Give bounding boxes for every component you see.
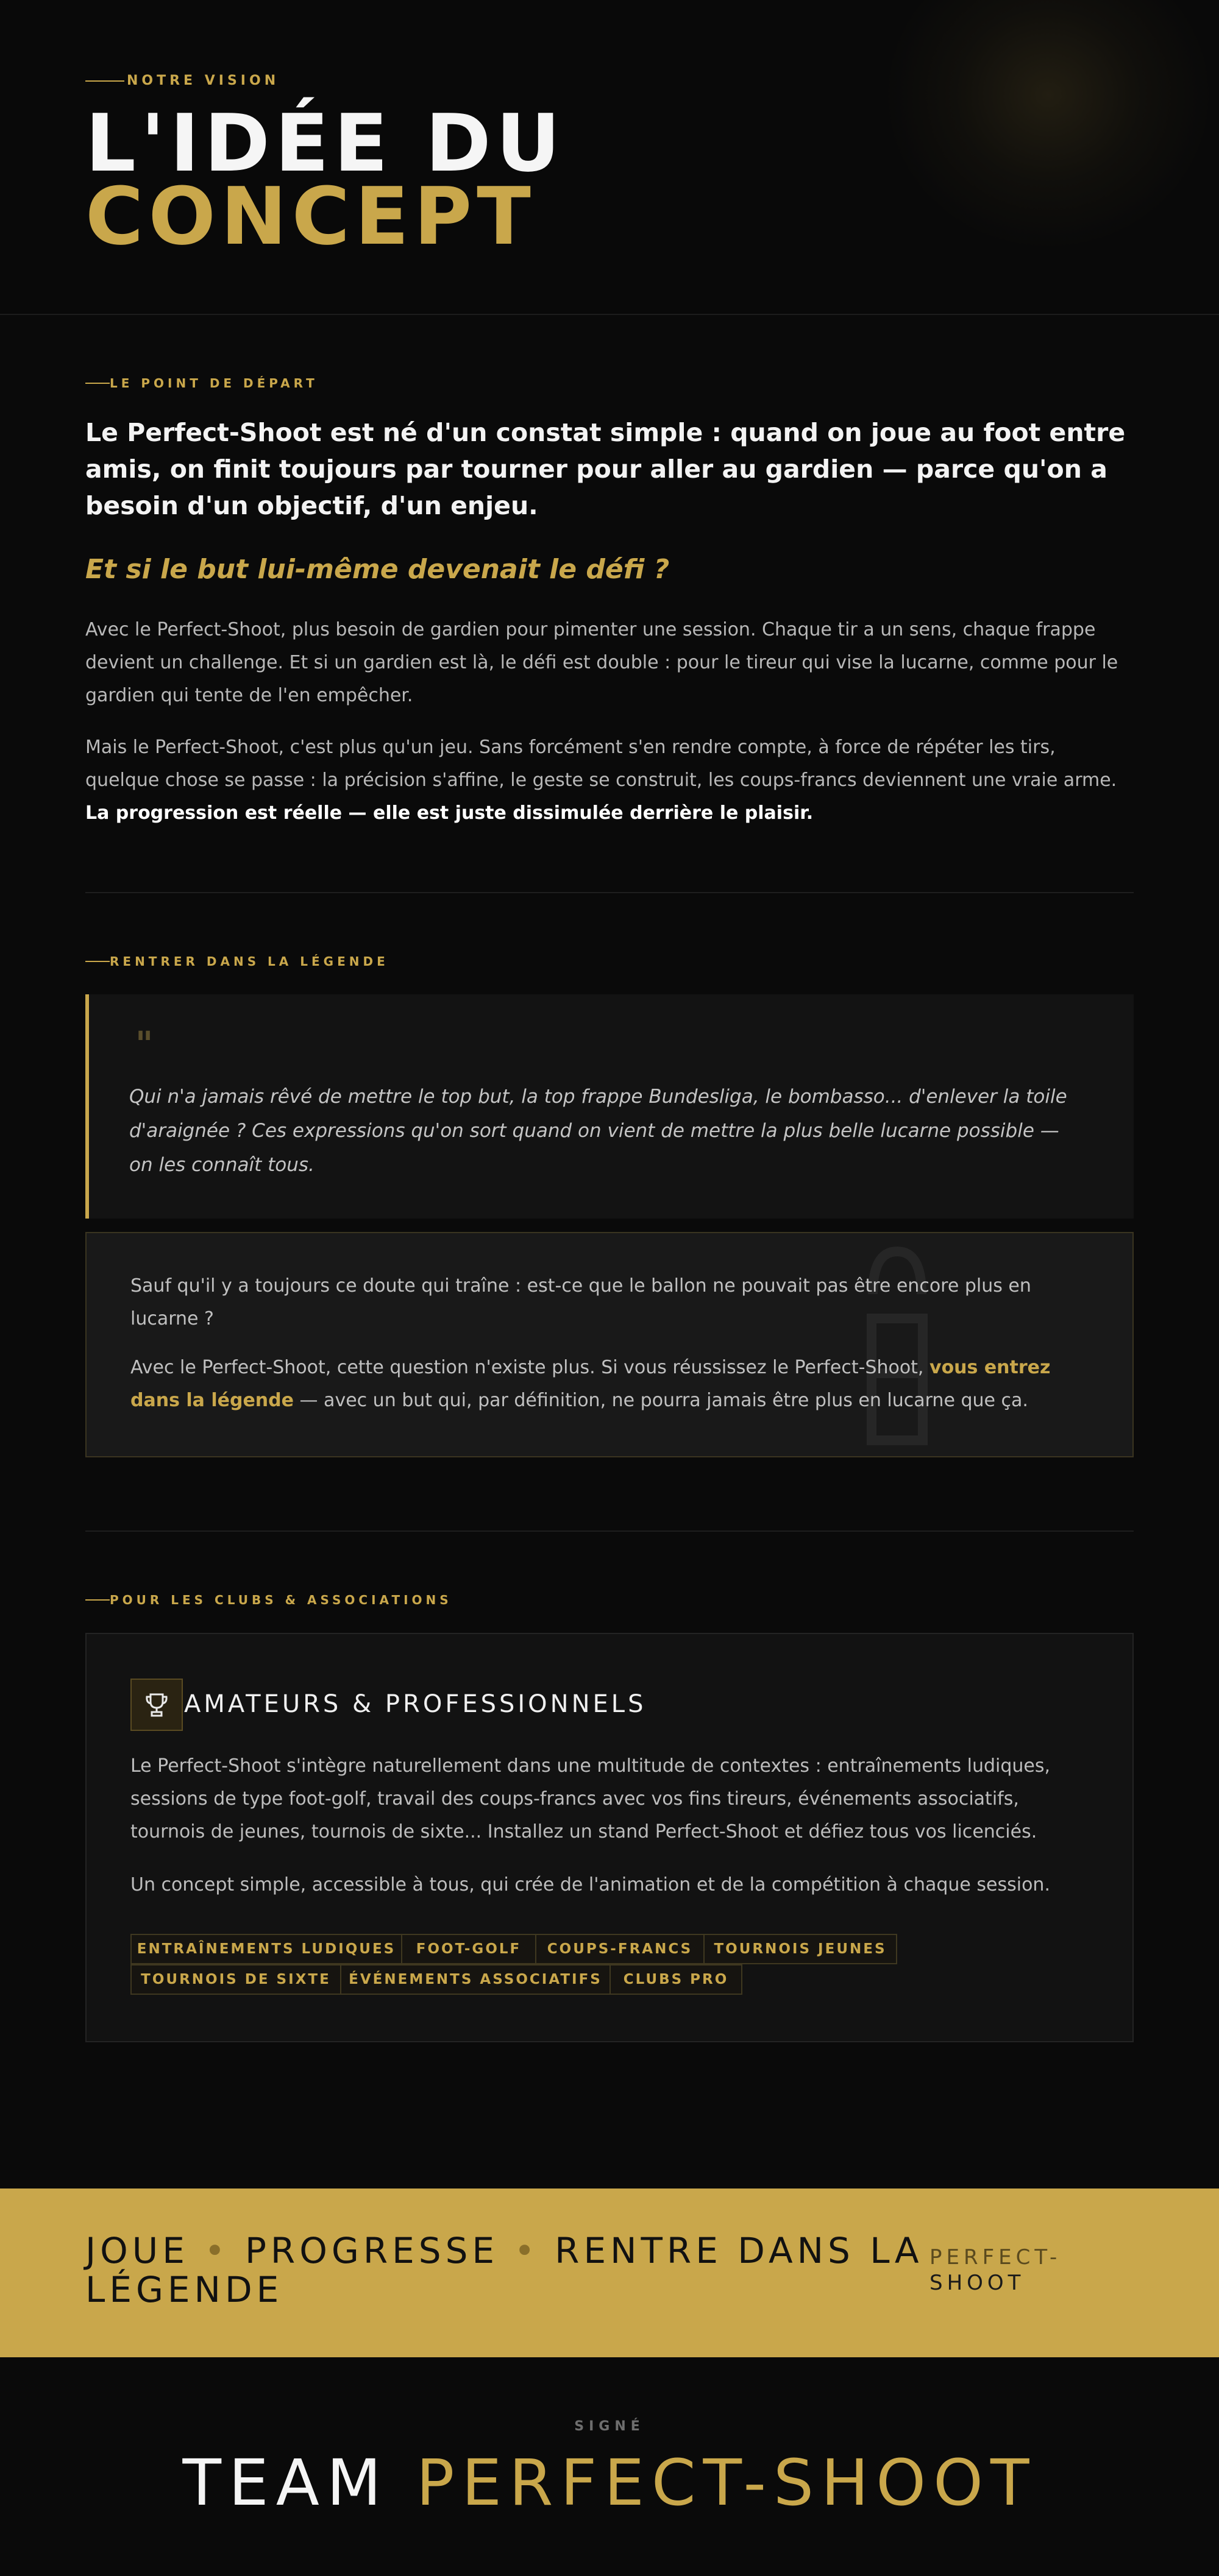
clubs-eyebrow (85, 1593, 452, 1607)
start-question: Et si le but lui-même devenait le défi ? (85, 554, 670, 585)
hero-glow (878, 0, 1219, 256)
start-paragraph-1: Avec le Perfect-Shoot, plus besoin de gardien pour pimenter une session. Chaque tir a un sens, chaque frappe devient un challenge. Et si un gardien est là, le défi est double : pour le tireur qui vise la lucarne, comme pour le gardien qui tente de l'en empêcher. (85, 619, 1118, 706)
legend-paragraph-2 (130, 1351, 1069, 1417)
banner-brand-part2: SHOOT (929, 2271, 1025, 2295)
clubs-title: AMATEURS & PROFESSIONNELS (184, 1690, 647, 1718)
banner-separator: • (514, 2230, 539, 2271)
hero-title-line2: CONCEPT (85, 170, 536, 263)
quote-mark-icon: " (135, 1025, 154, 1064)
eyebrow-line (85, 383, 110, 384)
clubs-card (85, 1633, 1134, 2042)
banner-word-progresse: PROGRESSE (244, 2230, 499, 2271)
hero-title-line1: L'IDÉE DU (85, 97, 566, 189)
legend-paragraph-2-start: Avec le Perfect-Shoot, cette question n'existe plus. Si vous réussissez le Perfect-Shoot, (130, 1357, 930, 1378)
footer-team-word: TEAM (182, 2446, 389, 2520)
legend-card (85, 1232, 1134, 1457)
start-lead: Le Perfect-Shoot est né d'un constat simple : quand on joue au foot entre amis, on finit toujours par tourner pour aller au gardien — parce qu'on a besoin d'un objectif, d'un enjeu. (85, 418, 1126, 520)
start-eyebrow-text: LE POINT DE DÉPART (110, 376, 318, 391)
legend-quote-text: Qui n'a jamais rêvé de mettre le top but, la top frappe Bundesliga, le bombasso... d'enlever la toile d'araignée ? Ces expressions qu'on sort quand on vient de mettre la plus belle lucarne possible — on les connaît tous. (129, 1086, 1067, 1176)
section-divider (85, 892, 1134, 893)
legend-eyebrow (85, 954, 389, 969)
tag-coups-francs: COUPS-FRANCS (535, 1934, 705, 1964)
tag-tournois-sixte: TOURNOIS DE SIXTE (130, 1964, 341, 1995)
legend-quote (85, 994, 1134, 1219)
eyebrow-line (85, 961, 110, 962)
clubs-eyebrow-text: POUR LES CLUBS & ASSOCIATIONS (110, 1593, 452, 1607)
trophy-watermark-icon (848, 1232, 946, 1457)
banner-slogan (85, 2231, 926, 2309)
footer-team-brand: PERFECT-SHOOT (416, 2446, 1037, 2520)
trophy-icon-svg (143, 1691, 171, 1719)
tag-entrainements: ENTRAÎNEMENTS LUDIQUES (130, 1934, 402, 1964)
legend-paragraph-1: Sauf qu'il y a toujours ce doute qui traîne : est-ce que le ballon ne pouvait pas être encore plus en lucarne ? (130, 1275, 1031, 1329)
section-divider (85, 1530, 1134, 1532)
start-paragraph-2 (85, 731, 1134, 830)
banner-brand (929, 2245, 1112, 2296)
trophy-icon (130, 1679, 183, 1731)
tag-foot-golf: FOOT-GOLF (401, 1934, 536, 1964)
footer-team-signature (0, 2446, 1219, 2519)
legend-paragraph-2-strong: vous entrez dans la légende (130, 1357, 1051, 1411)
start-paragraph-2-text: Mais le Perfect-Shoot, c'est plus qu'un jeu. Sans forcément s'en rendre compte, à force de répéter les tirs, quelque chose se passe : la précision s'affine, le geste se construit, les coups-francs deviennent une vraie arme. (85, 737, 1117, 791)
slogan-banner (0, 2189, 1219, 2357)
tag-tournois-jeunes: TOURNOIS JEUNES (703, 1934, 897, 1964)
eyebrow-line (85, 1599, 110, 1601)
clubs-paragraph-2: Un concept simple, accessible à tous, qui crée de l'animation et de la compétition à chaque session. (130, 1874, 1050, 1895)
tag-evenements: ÉVÉNEMENTS ASSOCIATIFS (340, 1964, 611, 1995)
banner-word-legende: RENTRE DANS LA LÉGENDE (85, 2230, 923, 2310)
banner-separator: • (204, 2230, 230, 2271)
legend-eyebrow-text: RENTRER DANS LA LÉGENDE (110, 954, 389, 969)
banner-brand-part1: PERFECT- (929, 2245, 1062, 2270)
start-paragraph-2-strong: La progression est réelle — elle est juste dissimulée derrière le plaisir. (85, 802, 814, 824)
tag-clubs-pro: CLUBS PRO (610, 1964, 742, 1995)
clubs-paragraph-1: Le Perfect-Shoot s'intègre naturellement dans une multitude de contextes : entraînements ludiques, sessions de type foot-golf, travail des coups-francs avec vos fins tireurs, événements associatifs, tournois de jeunes, tournois de sixte... Installez un stand Perfect-Shoot et défiez tous vos licenciés. (130, 1755, 1051, 1842)
hero-eyebrow (85, 73, 279, 88)
eyebrow-line (85, 80, 124, 82)
hero-section (0, 0, 1219, 315)
banner-word-joue: JOUE (85, 2230, 189, 2271)
legend-paragraph-2-end: — avec un but qui, par définition, ne pourra jamais être plus en lucarne que ça. (293, 1390, 1028, 1411)
hero-eyebrow-text: NOTRE VISION (127, 73, 280, 88)
footer-signed: SIGNÉ (574, 2419, 645, 2434)
start-eyebrow (85, 376, 318, 391)
